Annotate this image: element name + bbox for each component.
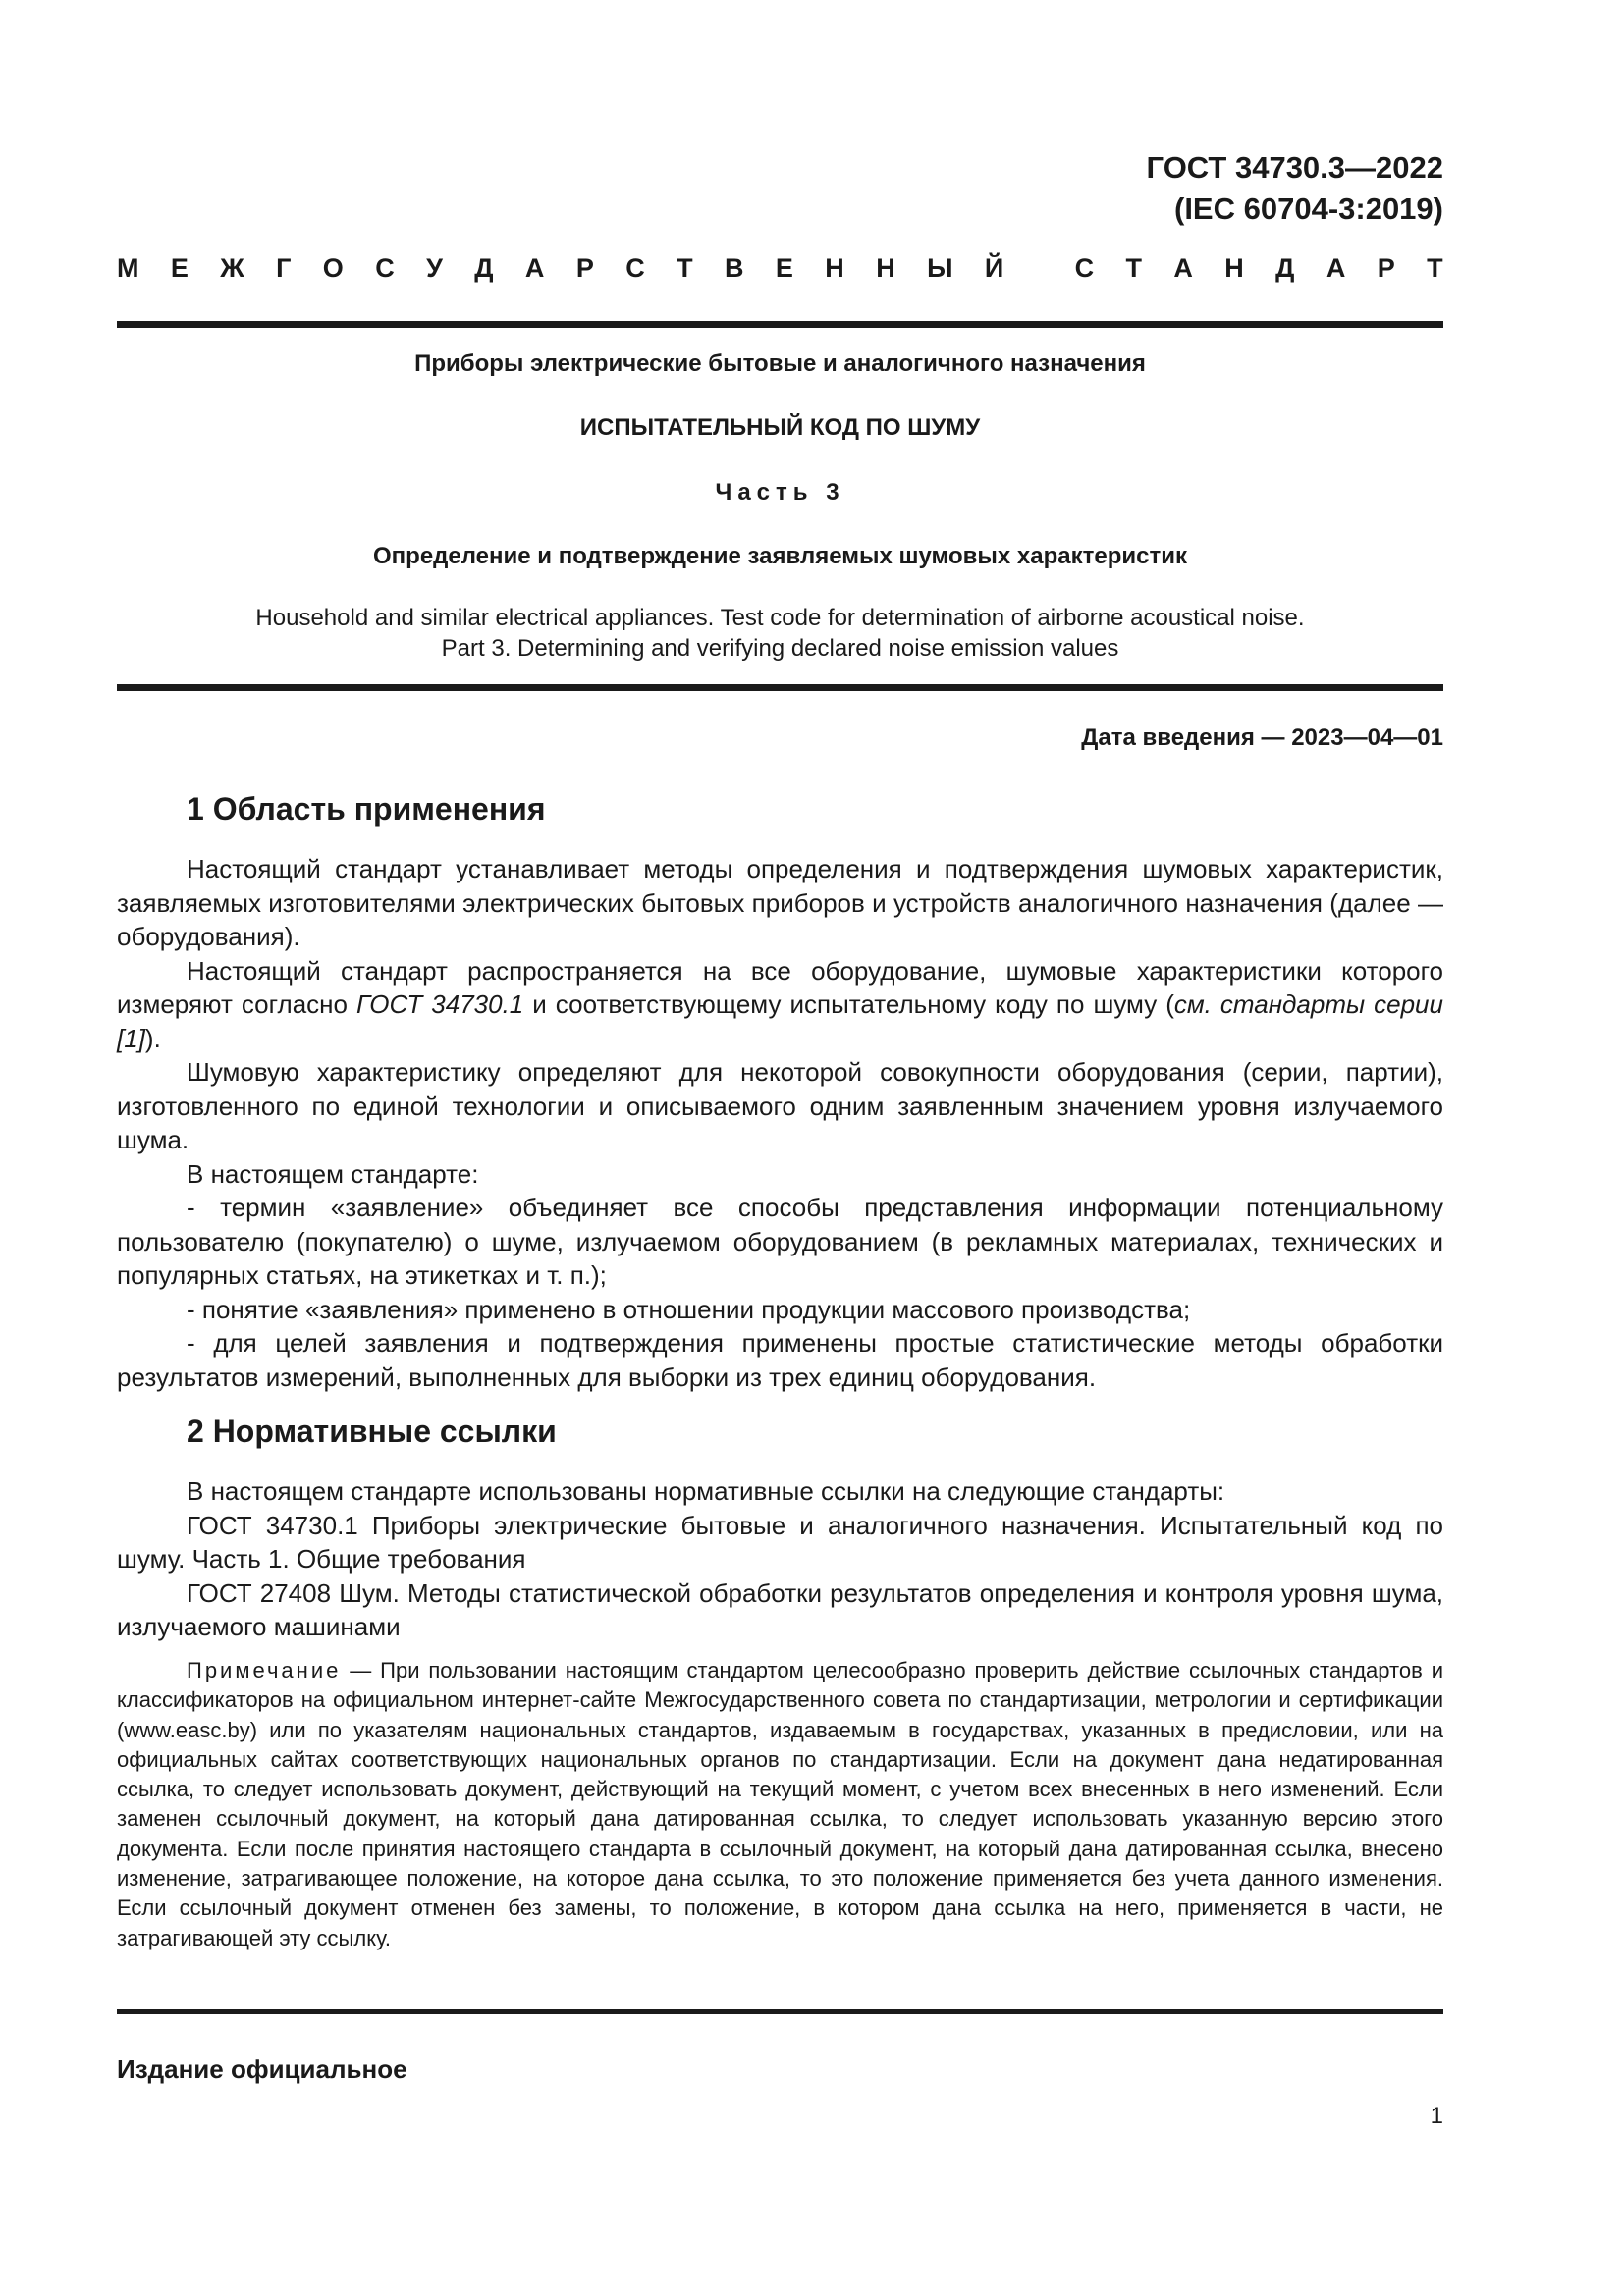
note-block [117, 1656, 1443, 1953]
note-label: Примечание [187, 1658, 342, 1682]
gost-reference-link: ГОСТ 34730.1 [355, 989, 524, 1019]
banner-letter: Н [1224, 253, 1244, 283]
iec-code: (IEC 60704-3:2019) [1174, 191, 1443, 226]
section-1-list-item: - понятие «заявления» применено в отношении продукции массового производства; [187, 1294, 1191, 1324]
official-edition-label: Издание официальное [117, 2055, 407, 2084]
interstate-standard-banner [117, 253, 1443, 284]
banner-letter: Т [677, 253, 693, 283]
banner-letter: С [625, 253, 645, 283]
banner-letter: О [322, 253, 344, 283]
banner-letter: Г [276, 253, 292, 283]
section-1-paragraph-refs: Настоящий стандарт распространяется на все оборудование, шумовые характеристики которого измеряют согласно ГОСТ 34730.1 и соответствующему испытательному коду по шуму (см. стандарты серии [1]). [117, 955, 1443, 1053]
title-line-2: ИСПЫТАТЕЛЬНЫЙ КОД ПО ШУМУ [579, 414, 981, 441]
note-text: — При пользовании настоящим стандартом целесообразно проверить действие ссылочных стандартов и классификаторов на официальном интернет-сайте Межгосударственного совета по стандартизации, метрологии и сертификации (www.easc.by) или по указателям национальных стандартов, издаваемым в государствах, указанных в предисловии, или на официальных сайтах соответствующих национальных органов по стандартизации. Если на документ дана недатированная ссылка, то следует использовать документ, действующий на текущий момент, с учетом всех внесенных в него изменений. Если заменен ссылочный документ, на который дана датированная ссылка, то следует использовать указанную версию этого документа. Если после принятия настоящего стандарта в ссылочный документ, на который дана датированная ссылка, внесено изменение, затрагивающее положение, на которое дана ссылка, то это положение применяется без учета данного изменения. Если ссылочный документ отменен без замены, то положение, в котором дана ссылка на него, применяется в части, не затрагивающей эту ссылку. [117, 1658, 1443, 1950]
banner-letter: Е [170, 253, 189, 283]
section-1-paragraph: Шумовую характеристику определяют для некоторой совокупности оборудования (серии, партии), изготовленного по единой технологии и описываемого одним заявленным значением уровня излучаемого шума. [117, 1057, 1443, 1154]
english-title-line-1: Household and similar electrical appliances. Test code for determination of airborne acoustical noise. [255, 605, 1305, 631]
banner-letter: Р [575, 253, 594, 283]
banner-letter: А [1326, 253, 1346, 283]
normative-reference: ГОСТ 34730.1 Приборы электрические бытовые и аналогичного назначения. Испытательный код по шуму. Часть 1. Общие требования [117, 1510, 1443, 1574]
section-1-paragraph: Настоящий стандарт устанавливает методы определения и подтверждения шумовых характеристик, заявляемых изготовителями электрических бытовых приборов и устройств аналогичного назначения (далее — оборудования). [117, 854, 1443, 951]
top-rule [117, 321, 1443, 328]
section-2-body [117, 1474, 1443, 1644]
banner-letter: С [1074, 253, 1095, 283]
banner-letter: Д [474, 253, 494, 283]
english-title [117, 603, 1443, 664]
banner-word-gap [1036, 253, 1044, 284]
english-title-line-2: Part 3. Determining and verifying declared noise emission values [441, 635, 1119, 662]
banner-letter: Р [1377, 253, 1395, 283]
part-label: Часть 3 [715, 479, 845, 506]
section-1-list-item: - термин «заявление» объединяет все способы представления информации потенциальному пользователю (покупателю) о шуме, излучаемом оборудованием (в рекламных материалах, технических и популярных статьях, на этикетках и т. п.); [117, 1193, 1443, 1290]
banner-letter: Т [1427, 253, 1443, 283]
banner-letter: Н [825, 253, 844, 283]
normative-reference: ГОСТ 27408 Шум. Методы статистической обработки результатов определения и контроля уровня шума, излучаемого машинами [117, 1577, 1443, 1641]
section-1-paragraph: В настоящем стандарте: [187, 1158, 479, 1189]
section-1-list-item: - для целей заявления и подтверждения применены простые статистические методы обработки результатов измерений, выполненных для выборки из трех единиц оборудования. [117, 1328, 1443, 1392]
page-number: 1 [1430, 2103, 1443, 2129]
banner-letter: Е [775, 253, 793, 283]
title-line-1: Приборы электрические бытовые и аналогичного назначения [414, 350, 1146, 377]
standard-designation [1031, 147, 1443, 230]
gost-code: ГОСТ 34730.3—2022 [1146, 150, 1443, 185]
footer-rule [117, 2009, 1443, 2014]
banner-letter: М [117, 253, 139, 283]
banner-letter: Ж [220, 253, 244, 283]
banner-letter: Д [1275, 253, 1295, 283]
banner-letter: А [1173, 253, 1193, 283]
banner-letter: А [524, 253, 545, 283]
section-1-body [117, 852, 1443, 1394]
banner-letter: Й [984, 253, 1004, 283]
section-2-heading: 2 Нормативные ссылки [187, 1414, 557, 1449]
bibliography-reference: см. стандарты серии [1] [117, 989, 1443, 1053]
banner-letter: Т [1125, 253, 1142, 283]
banner-letter: Н [876, 253, 895, 283]
section-2-paragraph: В настоящем стандарте использованы нормативные ссылки на следующие стандарты: [187, 1476, 1225, 1506]
banner-letter: Ы [927, 253, 953, 283]
title-bottom-rule [117, 684, 1443, 691]
section-1-heading: 1 Область применения [187, 791, 546, 827]
banner-letter: В [725, 253, 744, 283]
banner-letter: У [426, 253, 443, 283]
banner-letter: С [375, 253, 395, 283]
introduction-date: Дата введения — 2023—04—01 [1081, 724, 1443, 751]
title-line-3: Определение и подтверждение заявляемых шумовых характеристик [373, 543, 1187, 569]
